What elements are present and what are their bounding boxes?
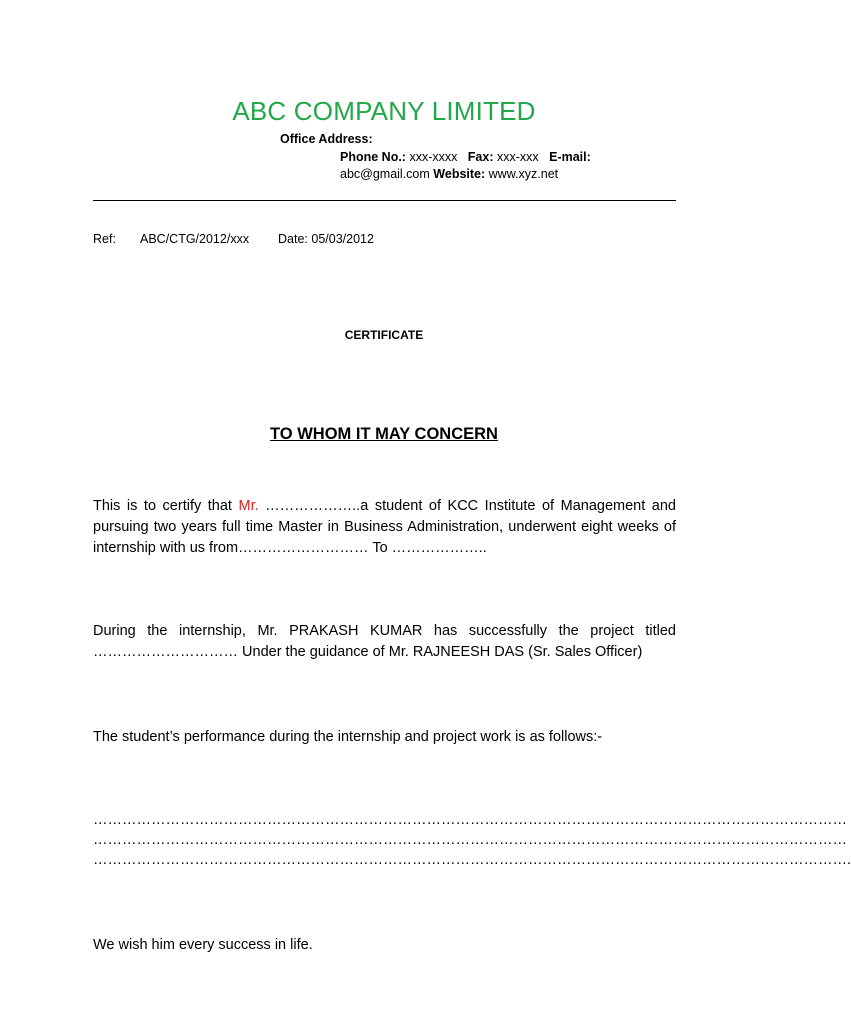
date-value: 05/03/2012 [311, 232, 374, 246]
ref-value: ABC/CTG/2012/xxx [140, 232, 250, 246]
ref-label: Ref: [93, 232, 116, 246]
concern-heading: TO WHOM IT MAY CONCERN [270, 425, 498, 443]
date-field [278, 232, 374, 246]
phone-value: xxx-xxxx [409, 150, 458, 164]
dotted-line: ………………………………………………………………………………………………………………………………………… [93, 812, 847, 828]
dotted-line: ………………………………………………………………………………………………………………………………………… [93, 832, 847, 848]
certify-body: ………………..a student of KCC Institute of Management and pursuing two years full time Master in Business Administration, underwent eight weeks of internship with us from……………………… To ……………….. [93, 498, 676, 556]
office-address-label: Office Address: [280, 132, 373, 146]
website-value: www.xyz.net [488, 167, 559, 181]
email-label: E-mail: [549, 150, 591, 164]
date-label: Date: [278, 232, 308, 246]
fax-label: Fax: [467, 150, 494, 164]
company-name: ABC COMPANY LIMITED [232, 96, 536, 126]
header-divider [93, 200, 676, 201]
mr-highlight: Mr. [238, 498, 259, 514]
email-value: abc@gmail.com [340, 167, 430, 181]
certify-intro: This is to certify that [93, 498, 239, 514]
paragraph-closing-wish: We wish him every success in life. [93, 937, 313, 953]
contact-line-phone-fax-email [340, 149, 591, 166]
fax-value: xxx-xxx [496, 150, 539, 164]
paragraph-certify [93, 496, 676, 559]
phone-label: Phone No.: [340, 150, 406, 164]
website-label: Website: [433, 167, 486, 181]
dotted-line: …………………………………………………………………………………………………………………………………………. [93, 852, 851, 868]
contact-line-email-website [340, 166, 558, 183]
paragraph-internship-project: During the internship, Mr. PRAKASH KUMAR has successfully the project titled ………………………… Under the guidance of Mr. RAJNEESH DAS (Sr. Sales Officer) [93, 623, 676, 660]
certificate-title: CERTIFICATE [344, 328, 424, 342]
paragraph-performance: The student’s performance during the internship and project work is as follows:- [93, 729, 603, 745]
